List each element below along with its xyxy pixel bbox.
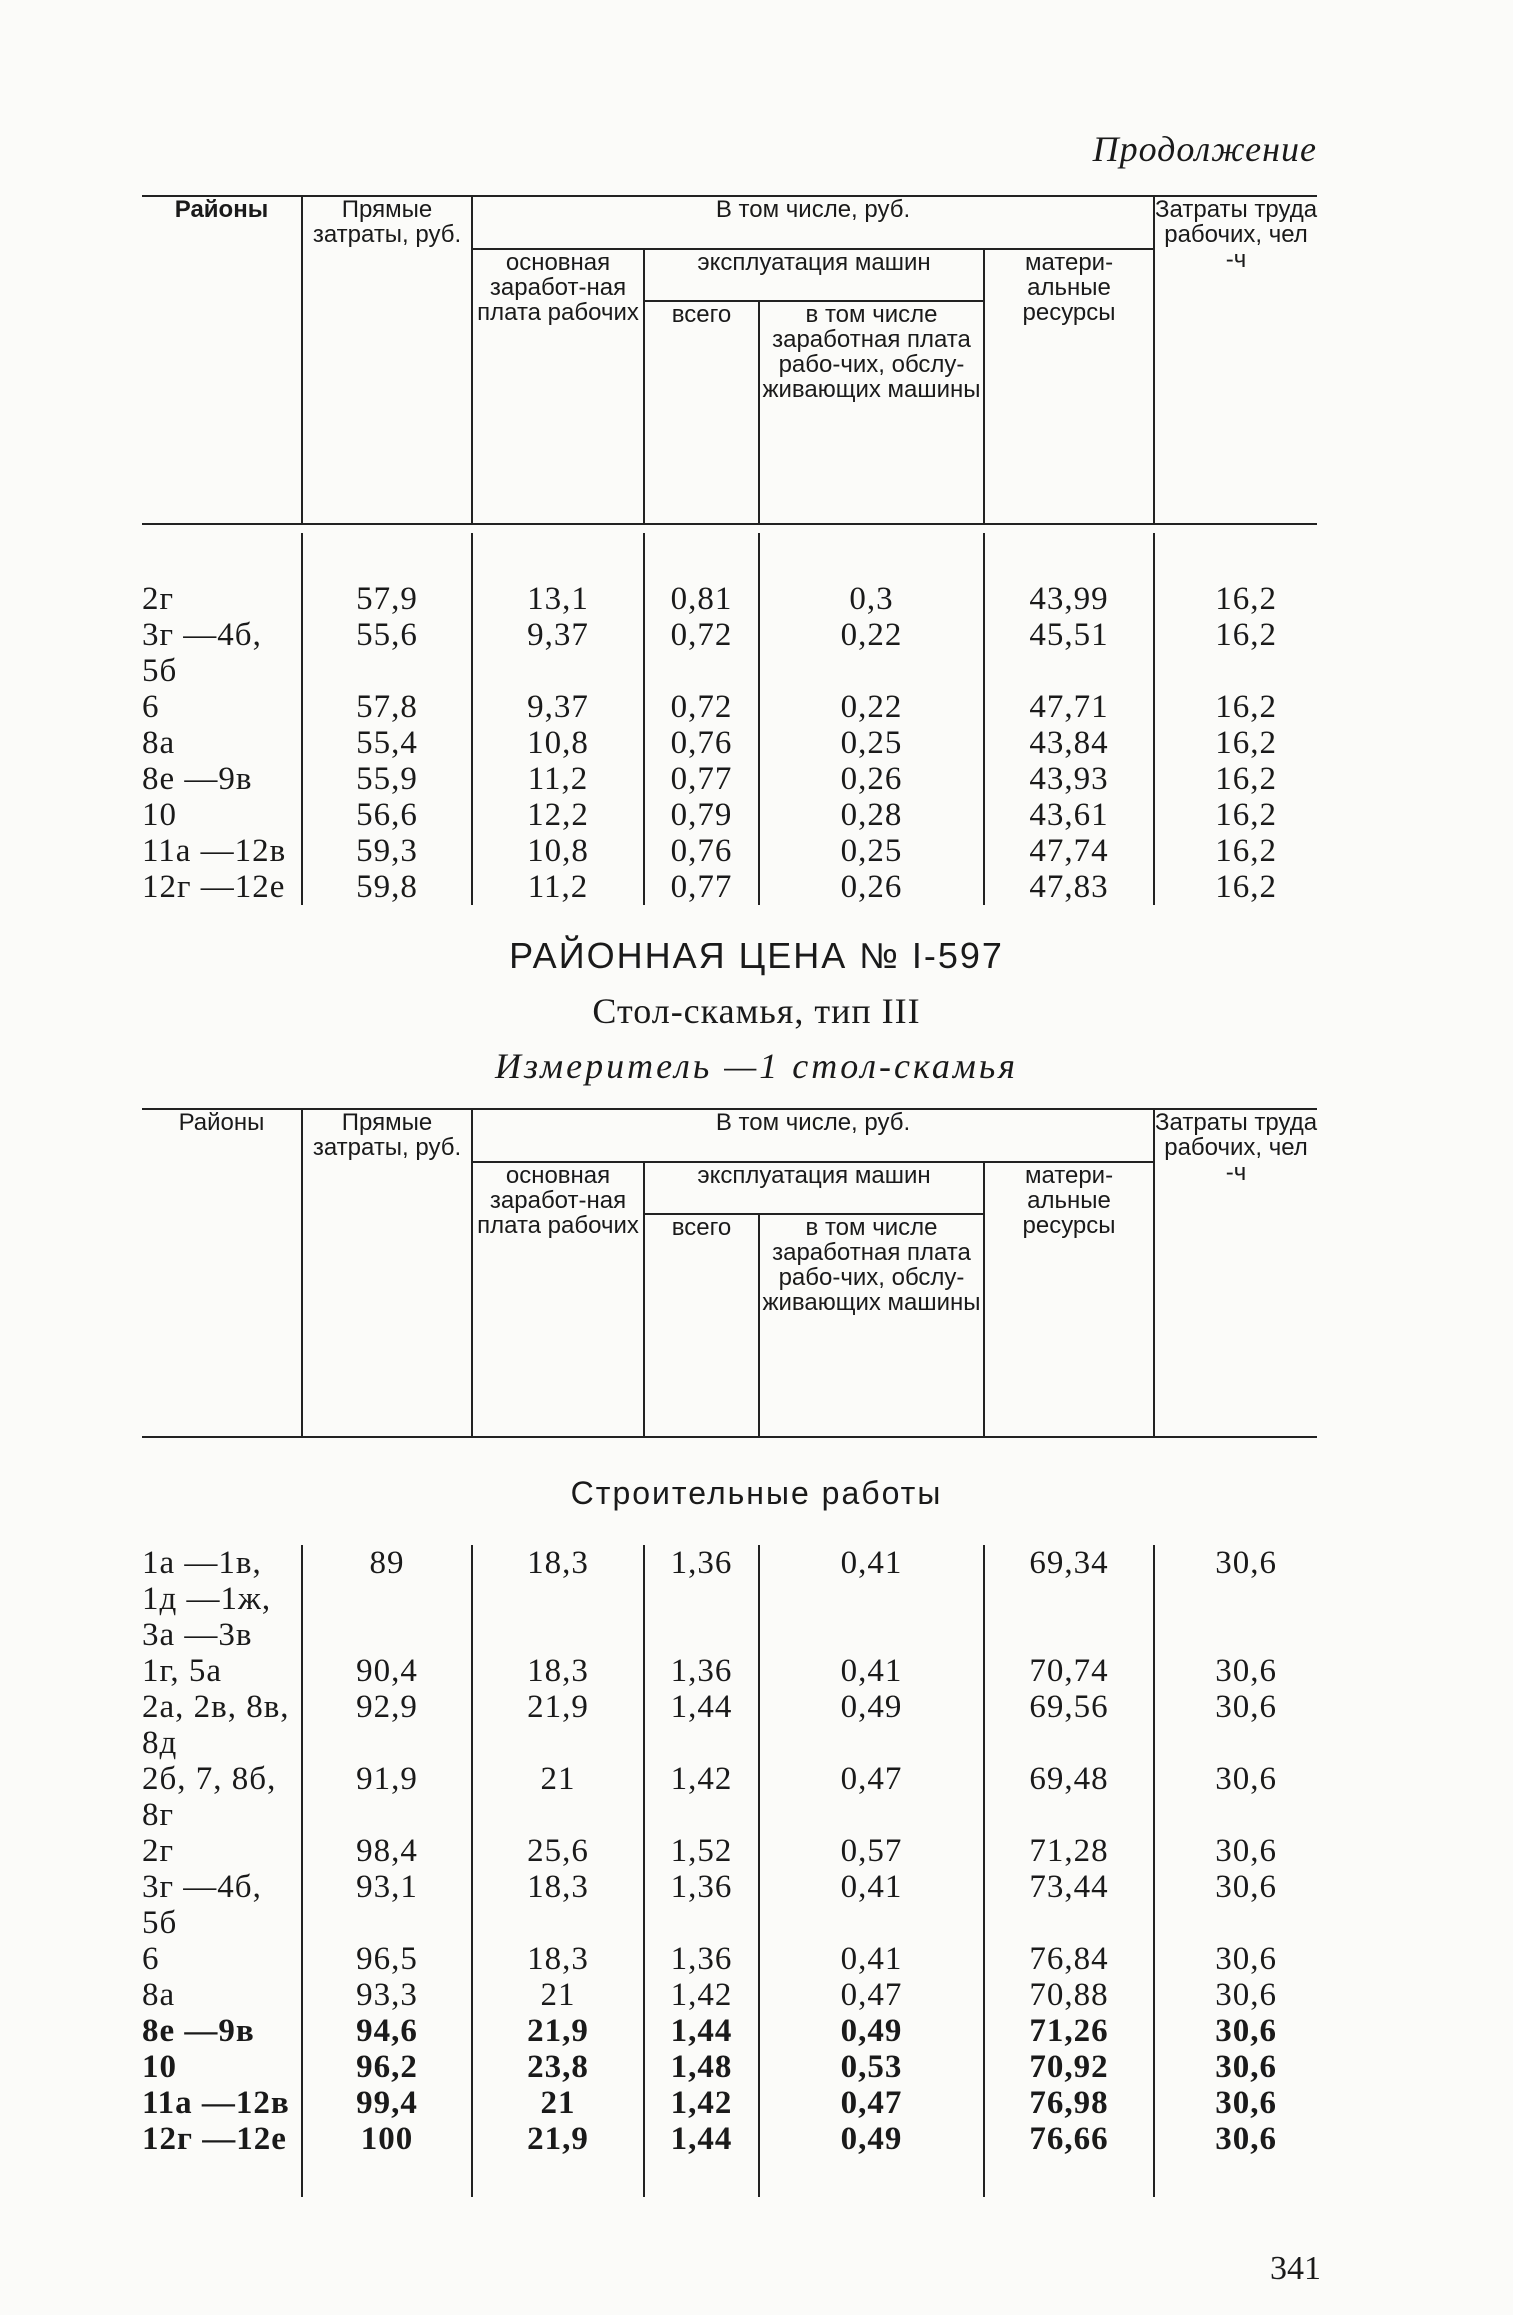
header-regions: Районы xyxy=(174,196,269,223)
header-materials: матери-альные ресурсы xyxy=(984,1162,1154,1436)
table1-body xyxy=(142,533,1317,905)
table-row: 2б, 7, 8б, 8г 91,9 21 1,42 0,47 69,48 30,6 xyxy=(142,1761,1317,1833)
header-direct-costs: Прямые затраты, руб. xyxy=(302,1110,472,1436)
page-number: 341 xyxy=(1270,2250,1321,2287)
header-materials: матери-альные ресурсы xyxy=(984,249,1154,523)
header-base-wages: основная заработ-ная плата рабочих xyxy=(472,1162,644,1436)
table-row: 6 96,5 18,3 1,36 0,41 76,84 30,6 xyxy=(142,1941,1317,1977)
table2-header xyxy=(142,1110,1317,1436)
table1-header-bottom-rule xyxy=(142,523,1317,525)
header-total: всего xyxy=(644,1214,759,1436)
table1-header xyxy=(142,197,1317,523)
header-regions: Районы xyxy=(178,1109,265,1136)
table-row: 3г —4б, 5б 93,1 18,3 1,36 0,41 73,44 30,6 xyxy=(142,1869,1317,1941)
header-labor: Затраты труда рабочих, чел -ч xyxy=(1154,197,1317,523)
continued-label: Продолжение xyxy=(1092,129,1317,169)
table-row: 2а, 2в, 8в, 8д 92,9 21,9 1,44 0,49 69,56 30,6 xyxy=(142,1689,1317,1761)
header-including: В том числе, руб. xyxy=(472,197,1154,249)
header-including: В том числе, руб. xyxy=(472,1110,1154,1162)
table2-body xyxy=(142,1545,1317,2197)
table-row: 10 56,6 12,2 0,79 0,28 43,61 16,2 xyxy=(142,797,1317,833)
table-row: 3г —4б, 5б 55,6 9,37 0,72 0,22 45,51 16,2 xyxy=(142,617,1317,689)
header-direct-costs: Прямые затраты, руб. xyxy=(302,197,472,523)
header-machine-operation: эксплуатация машин xyxy=(644,1162,984,1214)
header-labor: Затраты труда рабочих, чел -ч xyxy=(1154,1110,1317,1436)
table-row: 1г, 5а 90,4 18,3 1,36 0,41 70,74 30,6 xyxy=(142,1653,1317,1689)
table-row: 8а 93,3 21 1,42 0,47 70,88 30,6 xyxy=(142,1977,1317,2013)
table-row: 11а —12в 99,4 21 1,42 0,47 76,98 30,6 xyxy=(142,2085,1317,2121)
table-row: 12г —12е 100 21,9 1,44 0,49 76,66 30,6 xyxy=(142,2121,1317,2157)
table-row: 12г —12е 59,8 11,2 0,77 0,26 47,83 16,2 xyxy=(142,869,1317,905)
table-row: 2г 57,9 13,1 0,81 0,3 43,99 16,2 xyxy=(142,581,1317,617)
header-incl-wages: в том числе заработная плата рабо-чих, обслу-живающих машины xyxy=(759,301,984,523)
table2-header-bottom-rule xyxy=(142,1436,1317,1438)
item-subtitle: Стол-скамья, тип III xyxy=(592,991,921,1031)
table-row: 11а —12в 59,3 10,8 0,76 0,25 47,74 16,2 xyxy=(142,833,1317,869)
table-row: 6 57,8 9,37 0,72 0,22 47,71 16,2 xyxy=(142,689,1317,725)
price-title: РАЙОННАЯ ЦЕНА № I-597 xyxy=(509,935,1004,976)
works-subheading: Строительные работы xyxy=(570,1475,943,1511)
table-row: 8е —9в 55,9 11,2 0,77 0,26 43,93 16,2 xyxy=(142,761,1317,797)
header-incl-wages: в том числе заработная плата рабо-чих, обслу-живающих машины xyxy=(759,1214,984,1436)
table-row: 8а 55,4 10,8 0,76 0,25 43,84 16,2 xyxy=(142,725,1317,761)
table-row: 8е —9в 94,6 21,9 1,44 0,49 71,26 30,6 xyxy=(142,2013,1317,2049)
header-machine-operation: эксплуатация машин xyxy=(644,249,984,301)
header-total: всего xyxy=(644,301,759,523)
table-row: 1а —1в, 1д —1ж, 3а —3в 89 18,3 1,36 0,41 69,34 30,6 xyxy=(142,1545,1317,1653)
table-row: 10 96,2 23,8 1,48 0,53 70,92 30,6 xyxy=(142,2049,1317,2085)
table-row: 2г 98,4 25,6 1,52 0,57 71,28 30,6 xyxy=(142,1833,1317,1869)
measure-line: Измеритель —1 стол-скамья xyxy=(494,1046,1019,1086)
header-base-wages: основная заработ-ная плата рабочих xyxy=(472,249,644,523)
